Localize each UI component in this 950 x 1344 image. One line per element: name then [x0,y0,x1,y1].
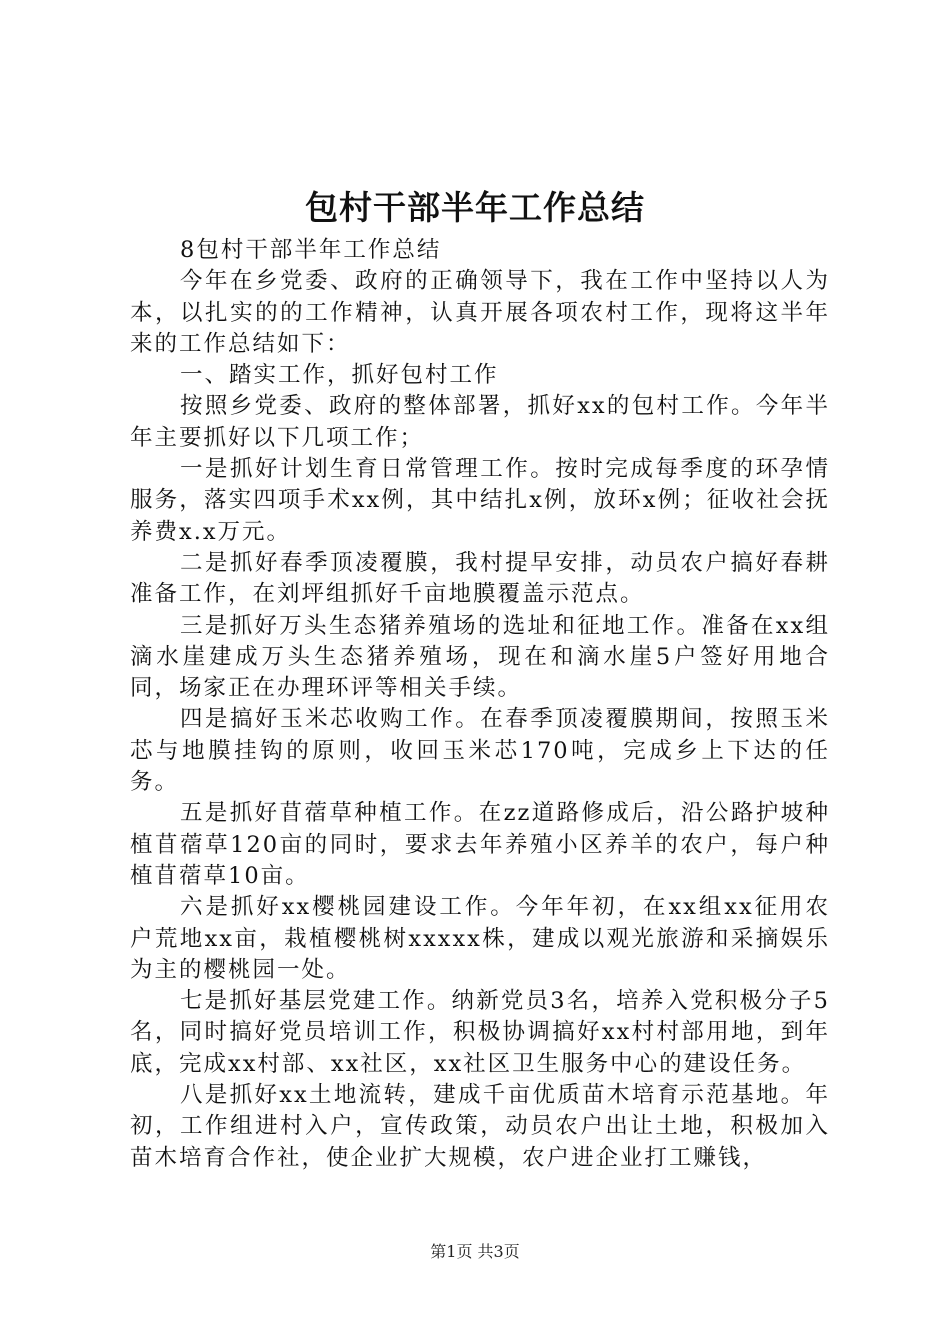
paragraph-intro: 今年在乡党委、政府的正确领导下，我在工作中坚持以人为本，以扎实的的工作精神，认真开展各项农村工作，现将这半年来的工作总结如下： [130,268,830,357]
page-footer: 第1页 共3页 [430,1242,520,1261]
document-title: 包村干部半年工作总结 [305,188,645,227]
paragraph-item-1: 一是抓好计划生育日常管理工作。按时完成每季度的环孕情服务，落实四项手术xx例，其中结扎x例，放环x例；征收社会抚养费x.x万元。 [130,456,830,545]
paragraph-item-3: 三是抓好万头生态猪养殖场的选址和征地工作。准备在xx组滴水崖建成万头生态猪养殖场，现在和滴水崖5户签好用地合同，场家正在办理环评等相关手续。 [130,612,830,702]
section-heading: 一、踏实工作，抓好包村工作 [180,362,499,389]
paragraph: 按照乡党委、政府的整体部署，抓好xx的包村工作。今年半年主要抓好以下几项工作； [130,393,830,451]
paragraph-item-4: 四是搞好玉米芯收购工作。在春季顶凌覆膜期间，按照玉米芯与地膜挂钩的原则，收回玉米芯170吨，完成乡上下达的任务。 [130,706,830,796]
paragraph-item-5: 五是抓好苜蓿草种植工作。在zz道路修成后，沿公路护坡种植苜蓿草120亩的同时，要求去年养殖小区养羊的农户，每户种植苜蓿草10亩。 [130,800,830,889]
paragraph-item-7: 七是抓好基层党建工作。纳新党员3名，培养入党积极分子5名，同时搞好党员培训工作，积极协调搞好xx村村部用地，到年底，完成xx村部、xx社区，xx社区卫生服务中心的建设任务。 [130,988,830,1077]
document-body [130,235,830,1174]
paragraph-item-2: 二是抓好春季顶凌覆膜，我村提早安排，动员农户搞好春耕准备工作，在刘坪组抓好千亩地膜覆盖示范点。 [130,549,830,608]
paragraph-subtitle: 8包村干部半年工作总结 [180,237,442,263]
paragraph-item-8: 八是抓好xx土地流转，建成千亩优质苗木培育示范基地。年初，工作组进村入户，宣传政策，动员农户出让土地，积极加入苗木培育合作社，使企业扩大规模，农户进企业打工赚钱， [130,1082,830,1171]
paragraph-item-6: 六是抓好xx樱桃园建设工作。今年年初，在xx组xx征用农户荒地xx亩，栽植樱桃树xxxxx株，建成以观光旅游和采摘娱乐为主的樱桃园一处。 [130,894,830,983]
